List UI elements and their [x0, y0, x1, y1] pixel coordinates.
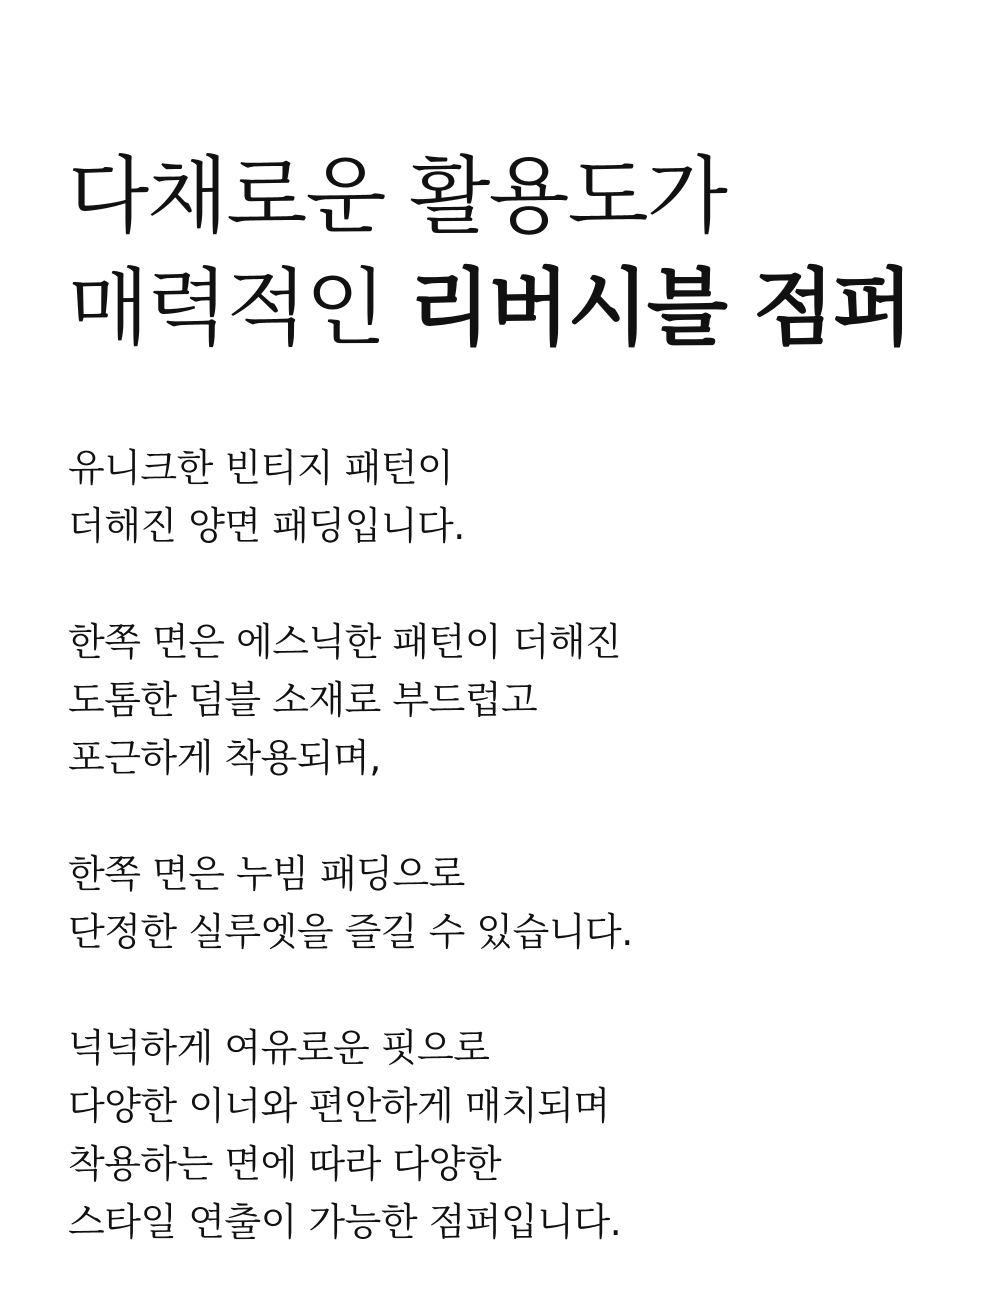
paragraph-line: 포근하게 착용되며,: [68, 736, 381, 780]
paragraph-line: 넉넉하게 여유로운 핏으로: [68, 1026, 490, 1070]
headline-line-2-regular: 매력적인: [68, 259, 410, 357]
paragraph-line: 스타일 연출이 가능한 점퍼입니다.: [68, 1200, 622, 1244]
paragraph-line: 착용하는 면에 따라 다양한: [68, 1142, 502, 1186]
headline-line-2: [68, 252, 968, 364]
paragraph-3: [68, 845, 968, 961]
paragraph-line: 한쪽 면은 누빔 패딩으로: [68, 852, 465, 896]
headline-line-1: 다채로운 활용도가: [68, 147, 726, 245]
paragraph-line: 단정한 실루엣을 즐길 수 있습니다.: [68, 910, 633, 954]
paragraph-line: 한쪽 면은 에스닉한 패턴이 더해진: [68, 620, 622, 664]
paragraph-4: [68, 1019, 968, 1251]
product-description: [68, 140, 968, 1309]
headline-line-2-bold: 리버시블 점퍼: [409, 259, 912, 357]
paragraph-line: 다양한 이너와 편안하게 매치되며: [68, 1084, 610, 1128]
paragraph-line: 더해진 양면 패딩입니다.: [68, 504, 465, 548]
paragraph-2: [68, 613, 968, 787]
headline: [68, 140, 968, 364]
paragraph-line: 유니크한 빈티지 패턴이: [68, 446, 454, 490]
paragraph-1: [68, 439, 968, 555]
body-copy: [68, 439, 968, 1251]
paragraph-line: 도톰한 덤블 소재로 부드럽고: [68, 678, 538, 722]
